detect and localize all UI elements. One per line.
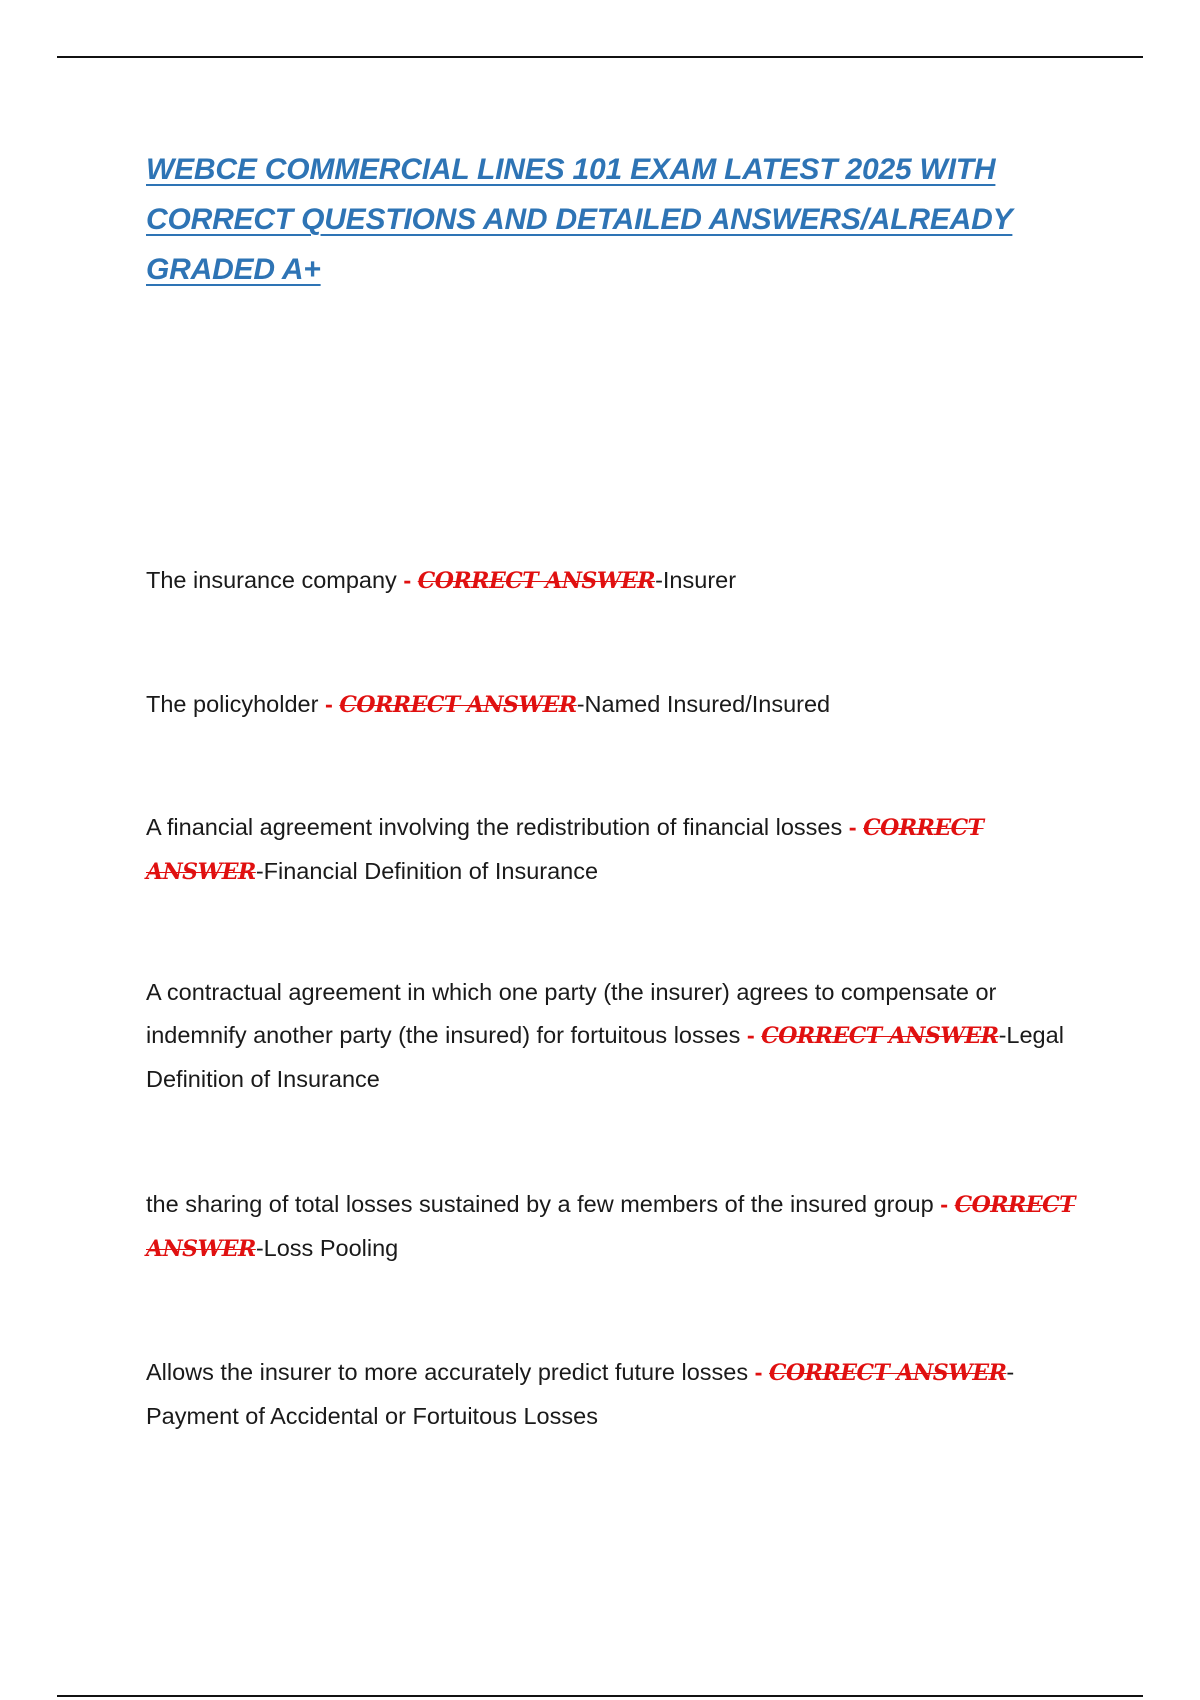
answer-text: -Named Insured/Insured [576, 691, 831, 717]
qa-item-3 [146, 806, 1086, 894]
top-rule [57, 56, 1143, 58]
question-text: A financial agreement involving the redistribution of financial losses [146, 814, 843, 840]
question-text: Allows the insurer to more accurately predict future losses [146, 1359, 749, 1385]
correct-answer-label: CORRECT ANSWER [146, 815, 984, 885]
question-text: the sharing of total losses sustained by a few members of the insured group [146, 1191, 934, 1217]
qa-item-5 [146, 1183, 1076, 1271]
correct-answer-label: CORRECT ANSWER [146, 1192, 1075, 1262]
qa-item-6 [146, 1351, 1106, 1438]
question-text: A contractual agreement in which one party (the insurer) agrees to compensate or indemnify another party (the insured) for fortuitous losses [146, 979, 997, 1048]
qa-item-1 [146, 559, 1096, 603]
qa-item-2 [146, 683, 1096, 727]
separator: - [746, 1022, 755, 1048]
separator: - [324, 691, 333, 717]
separator: - [754, 1359, 763, 1385]
answer-text: -Payment of Accidental or Fortuitous Losses [146, 1359, 1015, 1429]
correct-answer-label: CORRECT ANSWER [417, 568, 656, 594]
correct-answer-label: CORRECT ANSWER [769, 1360, 1007, 1386]
correct-answer-label: CORRECT ANSWER [761, 1023, 999, 1049]
bottom-rule [57, 1695, 1143, 1697]
qa-item-4 [146, 971, 1076, 1101]
answer-text: -Financial Definition of Insurance [255, 858, 599, 884]
answer-text: -Loss Pooling [255, 1235, 399, 1261]
question-text: The policyholder [146, 691, 319, 717]
answer-text: -Insurer [655, 567, 737, 593]
correct-answer-label: CORRECT ANSWER [339, 692, 577, 718]
separator: - [848, 814, 857, 840]
separator: - [403, 567, 412, 593]
question-text: The insurance company [146, 567, 397, 593]
document-title: WEBCE COMMERCIAL LINES 101 EXAM LATEST 2025 WITH CORRECT QUESTIONS AND DETAILED ANSWERS/ALREADY GRADED A+ [146, 153, 1013, 286]
answer-text: -Legal Definition of Insurance [146, 1022, 1064, 1092]
separator: - [940, 1191, 949, 1217]
